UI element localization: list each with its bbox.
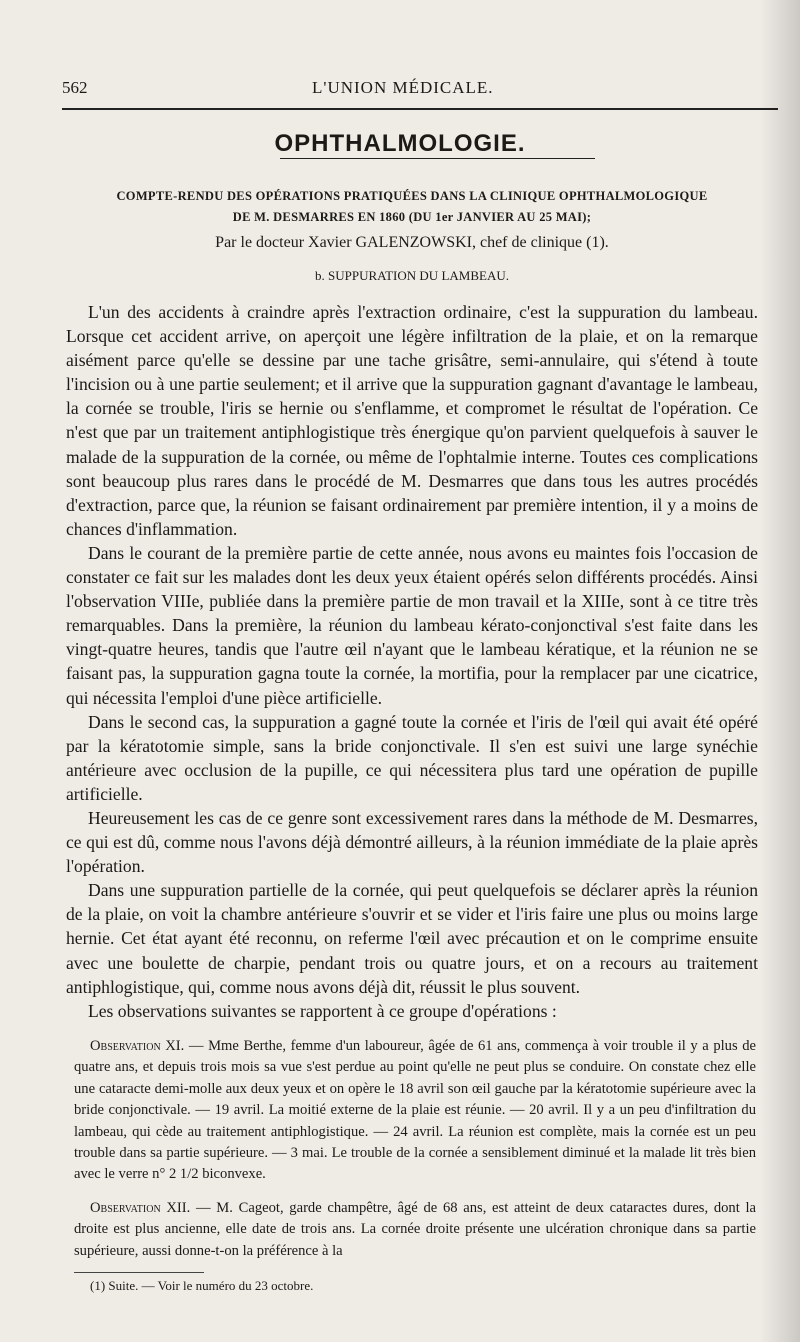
paragraph: L'un des accidents à craindre après l'extraction ordinaire, c'est la suppuration du lambeau. Lorsque cet accident arrive, on aperçoit une légère infiltration de la plaie, et on la remarque aisément parce qu'elle se dessine par une tache grisâtre, semi-annulaire, qui s'étend à toute l'incision ou à une partie seulement; et il arrive que la suppuration gagnant d'avantage le lambeau, la cornée se trouble, l'iris se hernie ou s'enflamme, et compromet le résultat de l'opération. Ce n'est que par un traitement antiphlogistique très énergique qu'on parvient quelquefois à sauver le malade de la suppuration de la cornée, ou même de l'ophtalmie interne. Toutes ces complications sont beaucoup plus rares dans le procédé de M. Desmarres que dans tous les autres procédés d'extraction, parce que, la réunion se faisant ordinairement par première intention, il y a moins de chances d'inflammation.: [66, 302, 758, 539]
footnote: (1) Suite. — Voir le numéro du 23 octobre.: [90, 1278, 314, 1293]
paragraph: Heureusement les cas de ce genre sont excessivement rares dans la méthode de M. Desmarres, ce qui est dû, comme nous l'avons déjà démontré ailleurs, à la réunion immédiate de la plaie après l'opération.: [66, 807, 758, 877]
page-number: 562: [62, 78, 88, 97]
observation-text: — Mme Berthe, femme d'un laboureur, âgée de 61 ans, commença à voir trouble il y a plus de quatre ans, et depuis trois mois sa vue s'est perdue au point qu'elle ne peut plus se conduire. On constate chez elle une cataracte demi-molle aux deux yeux et on opère le 18 avril son œil gauche par la kératotomie supérieure avec la bride conjonctivale. — 19 avril. La moitié externe de la plaie est réunie. — 20 avril. Il y a un peu d'infiltration du lambeau, qui cède au traitement antiphlogistique. — 24 avril. La réunion est complète, mais la cornée est un peu trouble dans sa partie supérieure. — 3 mai. Le trouble de la cornée a sensiblement diminué et la malade lit très bien avec le verre n° 2 1/2 biconvexe.: [74, 1038, 757, 1183]
paragraph: Les observations suivantes se rapportent à ce groupe d'opérations :: [88, 1000, 557, 1021]
paragraph: Dans le courant de la première partie de cette année, nous avons eu maintes fois l'occasion de constater ce fait sur les malades dont les deux yeux étaient opérés selon différents procédés. Ainsi l'observation VIIIe, publiée dans la première partie de mon travail et la XIIIe, sont à ce titre très remarquables. Dans la première, la réunion du lambeau kérato-conjonctival s'est faite dans les vingt-quatre heures, tandis que l'autre œil n'ayant que le lambeau kératique, et la réunion ne se faisant pas, la suppuration gagna toute la cornée, la mortifia, pour la remplacer par une cicatrice, qui nécessita l'emploi d'une pièce artificielle.: [66, 542, 758, 708]
paragraph: Dans le second cas, la suppuration a gagné toute la cornée et l'iris de l'œil qui avait été opéré par la kératotomie simple, sans la bride conjonctivale. Il s'en est suivi une large synéchie antérieure avec occlusion de la pupille, ce qui nécessitera plus tard une opération de pupille artificielle.: [66, 711, 758, 804]
paragraph: Dans une suppuration partielle de la cornée, qui peut quelquefois se déclarer après la réunion de la plaie, on voit la chambre antérieure s'ouvrir et se vider et l'iris faire une plus ou moins large hernie. Cet état ayant été reconnu, on referme l'œil avec précaution et on le comprime ensuite avec une boulette de charpie, pendant trois ou quatre jours, et on a recours au traitement antiphlogistique, qui, comme nous avons déjà dit, réussit le plus souvent.: [66, 880, 758, 997]
running-header: [62, 76, 748, 104]
observation-xii: [74, 1198, 756, 1262]
footnote-rule: [74, 1272, 204, 1273]
subsection-heading: b. SUPPURATION DU LAMBEAU.: [315, 268, 509, 283]
section-title: OPHTHALMOLOGIE.: [274, 130, 526, 157]
report-heading: [62, 186, 762, 228]
report-heading-line-1: COMPTE-RENDU DES OPÉRATIONS PRATIQUÉES DANS LA CLINIQUE OPHTHALMOLOGIQUE: [116, 189, 708, 203]
author-line: Par le docteur Xavier GALENZOWSKI, chef de clinique (1).: [215, 234, 609, 251]
article-body: [66, 300, 758, 1023]
observation-label: Observation XI.: [90, 1038, 185, 1054]
report-heading-line-2: DE M. DESMARRES EN 1860 (DU 1er JANVIER AU 25 MAI);: [232, 210, 592, 224]
observation-label: Observation XII.: [90, 1200, 191, 1216]
observation-text: — M. Cageot, garde champêtre, âgé de 68 ans, est atteint de deux cataractes dures, dont la droite est plus ancienne, elle date de trois ans. La cornée droite présente une ulcération chronique dans sa partie supérieure, aussi donne-t-on la préférence à la: [74, 1200, 757, 1259]
observation-xi: [74, 1036, 756, 1186]
title-rule: [280, 158, 595, 159]
header-rule: [62, 108, 778, 110]
journal-title: L'UNION MÉDICALE.: [312, 78, 494, 97]
